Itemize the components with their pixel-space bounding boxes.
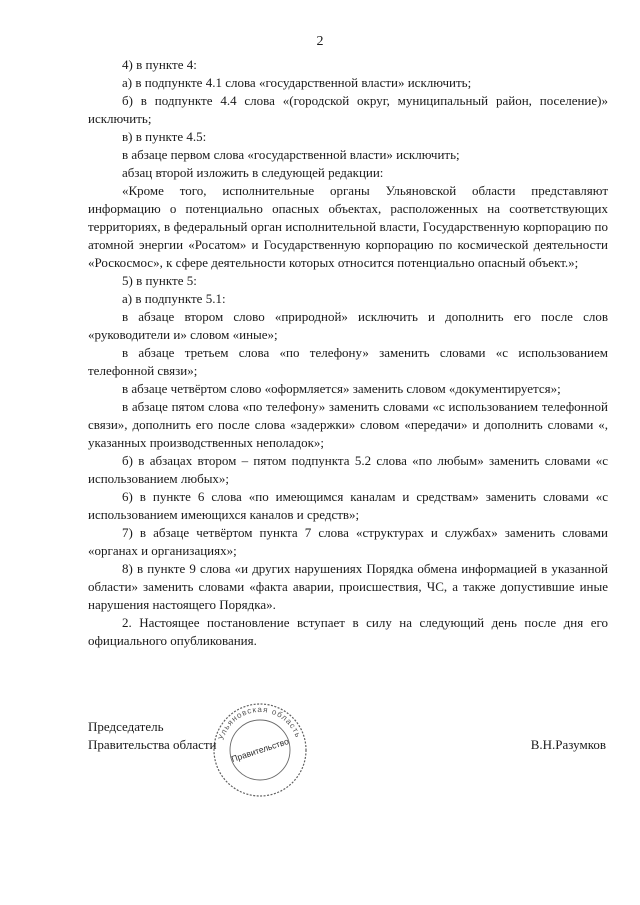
page-number: 2 — [316, 34, 324, 49]
paragraph-3: б) в подпункте 4.4 слова «(городской округ, муниципальный район, поселение)» исключить; — [88, 93, 608, 126]
paragraph-11: в абзаце третьем слова «по телефону» заменить словами «с использованием телефонной связи»; — [88, 345, 608, 378]
paragraph-2: а) в подпункте 4.1 слова «государственной власти» исключить; — [122, 75, 472, 90]
paragraph-4: в) в пункте 4.5: — [122, 129, 207, 144]
official-seal — [210, 700, 310, 800]
paragraph-14: б) в абзацах втором – пятом подпункта 5.2 слова «по любым» заменить словами «с использованием любых»; — [88, 453, 608, 486]
paragraph-10: в абзаце втором слово «природной» исключить и дополнить его после слов «руководители и» словом «иные»; — [88, 309, 608, 342]
paragraph-12: в абзаце четвёртом слово «оформляется» заменить словом «документируется»; — [122, 381, 561, 396]
paragraph-18: 2. Настоящее постановление вступает в силу на следующий день после дня его официального опубликования. — [88, 615, 608, 648]
paragraph-13: в абзаце пятом слова «по телефону» заменить словами «с использованием телефонной связи», дополнить его после слова «задержки» словом «передачи» и дополнить словами «, указанных производственных неполадок»; — [88, 399, 608, 450]
document-body — [88, 56, 608, 650]
paragraph-6: абзац второй изложить в следующей редакции: — [122, 165, 384, 180]
svg-text:Ульяновская область — [216, 705, 302, 741]
paragraph-7: «Кроме того, исполнительные органы Ульяновской области представляют информацию о потенциально опасных объектах, расположенных на соответствующих территориях, в федеральный орган исполнительной власти, Государственную корпорацию по атомной энергии «Росатом» и Государственную корпорацию по космической деятельности «Роскосмос», к сфере деятельности которых относится потенциально опасный объект.»; — [88, 183, 608, 270]
paragraph-9: а) в подпункте 5.1: — [122, 291, 226, 306]
paragraph-5: в абзаце первом слова «государственной власти» исключить; — [122, 147, 460, 162]
paragraph-1: 4) в пункте 4: — [122, 57, 197, 72]
signatory-title-line-2: Правительства области — [88, 737, 217, 752]
paragraph-15: 6) в пункте 6 слова «по имеющимся каналам и средствам» заменить словами «с использованием имеющихся каналов и средств»; — [88, 489, 608, 522]
paragraph-16: 7) в абзаце четвёртом пункта 7 слова «структурах и службах» заменить словами «органах и организациях»; — [88, 525, 608, 558]
paragraph-8: 5) в пункте 5: — [122, 273, 197, 288]
seal-graphic — [210, 700, 310, 800]
signatory-title-line-1: Председатель — [88, 719, 164, 734]
seal-ring-text: Ульяновская область — [216, 704, 303, 742]
signatory-title — [88, 718, 217, 754]
signature-block — [88, 718, 608, 798]
paragraph-17: 8) в пункте 9 слова «и других нарушениях Порядка обмена информацией в указанной области» заменить словами «факта аварии, происшествия, ЧС, а также допустившие иные нарушения настоящего Порядка». — [88, 561, 608, 612]
seal-center-text: Правительство — [230, 736, 290, 764]
signatory-name: В.Н.Разумков — [530, 737, 606, 752]
